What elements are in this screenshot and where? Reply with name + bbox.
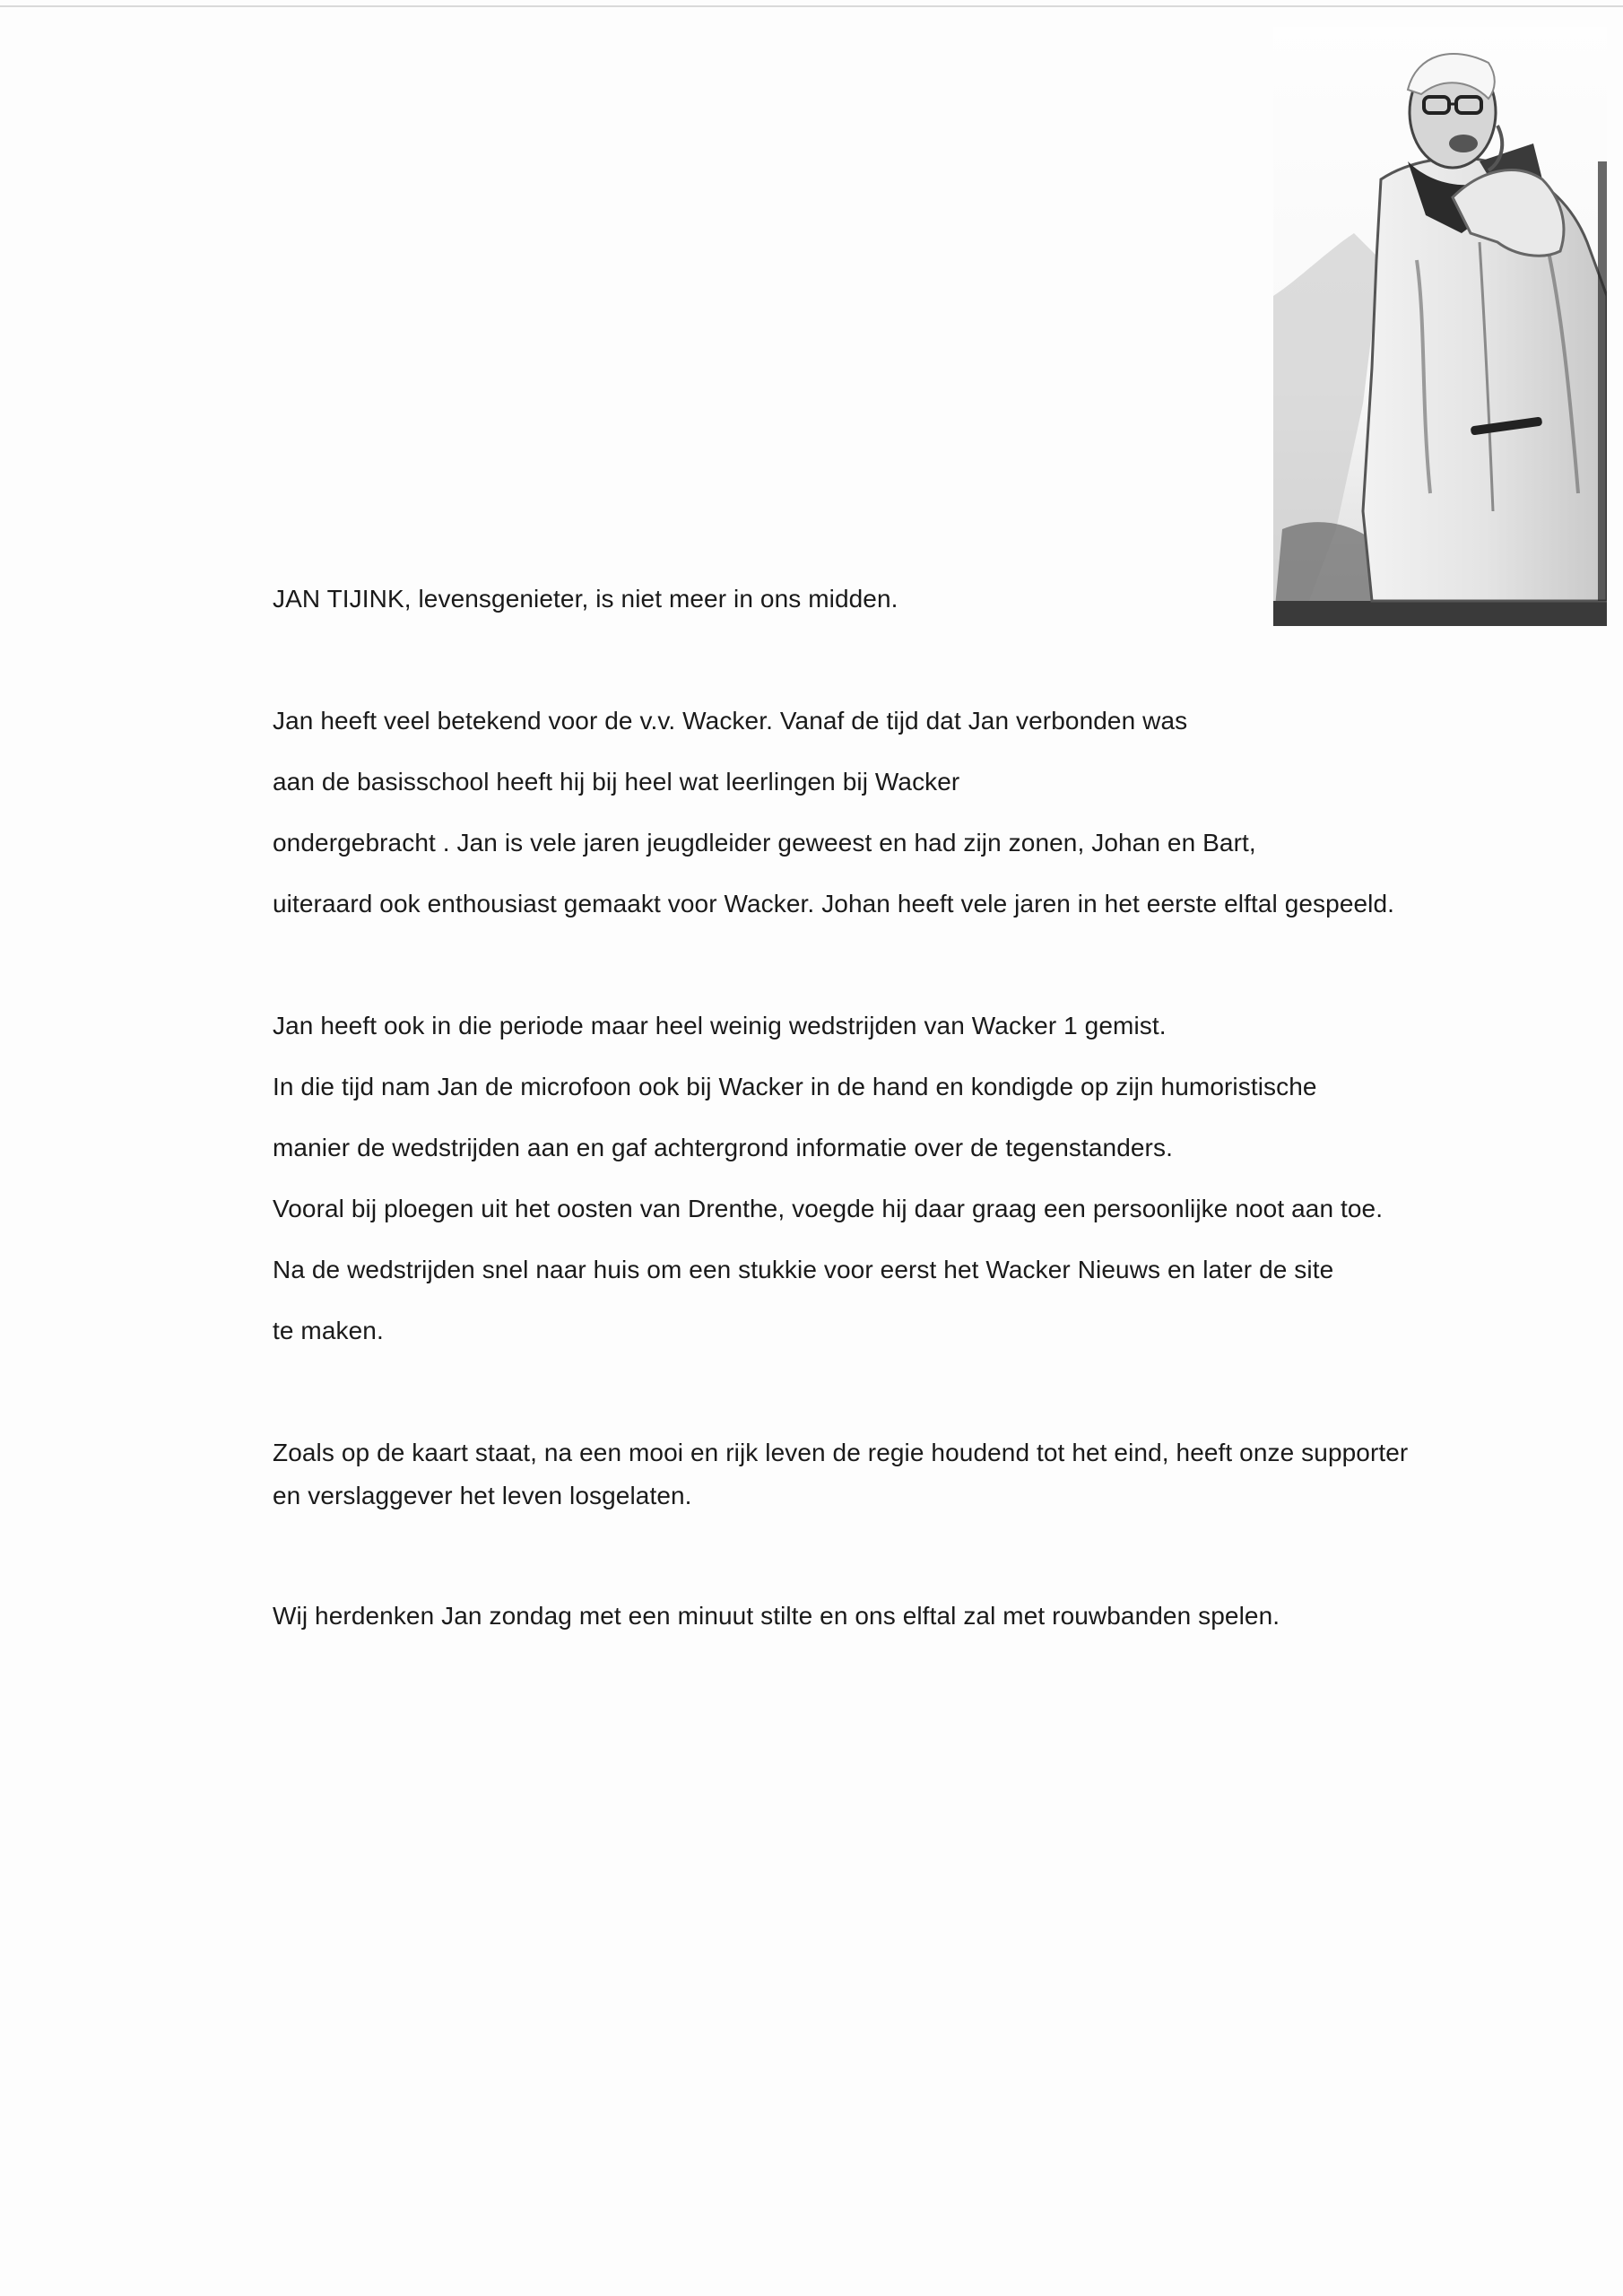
paragraph-3-line-2: en verslaggever het leven losgelaten. (273, 1482, 692, 1509)
scan-top-edge (0, 5, 1623, 7)
paragraph-1-line-2: aan de basisschool heeft hij bij heel wat leerlingen bij Wacker (273, 768, 960, 796)
paragraph-2-line-3: manier de wedstrijden aan en gaf achtergrond informatie over de tegenstanders. (273, 1134, 1173, 1161)
paragraph-2-line-5: Na de wedstrijden snel naar huis om een stukkie voor eerst het Wacker Nieuws en later de site (273, 1256, 1334, 1283)
paragraph-4-line-1: Wij herdenken Jan zondag met een minuut stilte en ons elftal zal met rouwbanden spelen. (273, 1602, 1280, 1630)
obituary-heading: JAN TIJINK, levensgenieter, is niet meer in ons midden. (273, 585, 898, 613)
paragraph-2-line-4: Vooral bij ploegen uit het oosten van Drenthe, voegde hij daar graag een persoonlijke noot aan toe. (273, 1195, 1384, 1222)
paragraph-2-line-2: In die tijd nam Jan de microfoon ook bij Wacker in de hand en kondigde op zijn humoristische (273, 1073, 1317, 1100)
paragraph-3-line-1: Zoals op de kaart staat, na een mooi en rijk leven de regie houdend tot het eind, heeft onze supporter (273, 1439, 1409, 1466)
paragraph-1-line-3: ondergebracht . Jan is vele jaren jeugdleider geweest en had zijn zonen, Johan en Bart, (273, 829, 1256, 857)
paragraph-2-line-1: Jan heeft ook in die periode maar heel weinig wedstrijden van Wacker 1 gemist. (273, 1012, 1167, 1039)
paragraph-1-line-1: Jan heeft veel betekend voor de v.v. Wacker. Vanaf de tijd dat Jan verbonden was (273, 707, 1188, 735)
paragraph-2-line-6: te maken. (273, 1317, 384, 1344)
paragraph-1-line-4: uiteraard ook enthousiast gemaakt voor Wacker. Johan heeft vele jaren in het eerste elftal gespeeld. (273, 890, 1395, 918)
portrait-photo (1273, 27, 1607, 626)
